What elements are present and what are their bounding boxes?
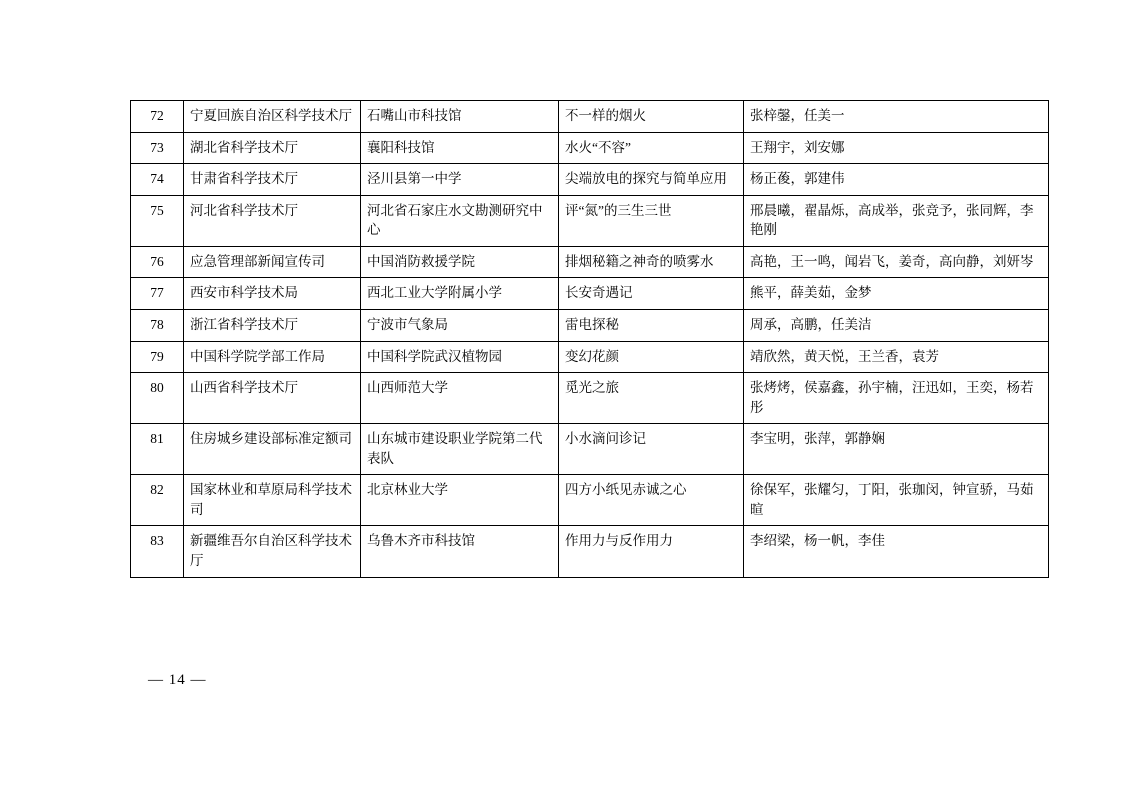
authors: 张梓鏧，任美一 <box>744 101 1049 133</box>
row-number: 72 <box>131 101 184 133</box>
table-row <box>131 309 1049 341</box>
work-title: 觅光之旅 <box>559 373 744 424</box>
recommending-department: 住房城乡建设部标准定额司 <box>184 424 361 475</box>
authors: 徐保军，张耀匀，丁阳，张珈闵，钟宣骄，马茹暄 <box>744 475 1049 526</box>
work-title: 不一样的烟火 <box>559 101 744 133</box>
awards-table-container <box>130 100 1034 578</box>
authors: 李宝明，张萍，郭静娴 <box>744 424 1049 475</box>
applicant-unit: 河北省石家庄水文勘测研究中心 <box>361 195 559 246</box>
applicant-unit: 乌鲁木齐市科技馆 <box>361 526 559 577</box>
table-row <box>131 373 1049 424</box>
authors: 张烤烤，侯嘉鑫，孙宇楠，汪迅如，王奕，杨若彤 <box>744 373 1049 424</box>
row-number: 79 <box>131 341 184 373</box>
applicant-unit: 泾川县第一中学 <box>361 164 559 196</box>
recommending-department: 国家林业和草原局科学技术司 <box>184 475 361 526</box>
work-title: 水火“不容” <box>559 132 744 164</box>
authors: 杨正葰，郭建伟 <box>744 164 1049 196</box>
table-row <box>131 341 1049 373</box>
applicant-unit: 石嘴山市科技馆 <box>361 101 559 133</box>
authors: 高艳，王一鸣，闻岩飞，姜奇，高向静，刘妍岑 <box>744 246 1049 278</box>
table-row <box>131 195 1049 246</box>
table-row <box>131 526 1049 577</box>
work-title: 作用力与反作用力 <box>559 526 744 577</box>
recommending-department: 甘肃省科学技术厅 <box>184 164 361 196</box>
applicant-unit: 山西师范大学 <box>361 373 559 424</box>
authors: 邢晨曦，翟晶烁，高成举，张竞予，张同辉，李艳刚 <box>744 195 1049 246</box>
row-number: 81 <box>131 424 184 475</box>
recommending-department: 浙江省科学技术厅 <box>184 309 361 341</box>
row-number: 74 <box>131 164 184 196</box>
applicant-unit: 襄阳科技馆 <box>361 132 559 164</box>
authors: 周承，高鹏，任美洁 <box>744 309 1049 341</box>
table-row <box>131 246 1049 278</box>
page-number: — 14 — <box>148 672 207 688</box>
recommending-department: 西安市科学技术局 <box>184 278 361 310</box>
recommending-department: 宁夏回族自治区科学技术厅 <box>184 101 361 133</box>
authors: 靖欣然，黄天悦，王兰香，袁芳 <box>744 341 1049 373</box>
table-row <box>131 132 1049 164</box>
row-number: 77 <box>131 278 184 310</box>
applicant-unit: 西北工业大学附属小学 <box>361 278 559 310</box>
row-number: 73 <box>131 132 184 164</box>
table-row <box>131 101 1049 133</box>
applicant-unit: 宁波市气象局 <box>361 309 559 341</box>
awards-table <box>130 100 1049 578</box>
recommending-department: 河北省科学技术厅 <box>184 195 361 246</box>
work-title: 长安奇遇记 <box>559 278 744 310</box>
row-number: 76 <box>131 246 184 278</box>
recommending-department: 新疆维吾尔自治区科学技术厅 <box>184 526 361 577</box>
recommending-department: 中国科学院学部工作局 <box>184 341 361 373</box>
work-title: 评“氮”的三生三世 <box>559 195 744 246</box>
authors: 王翔宇，刘安娜 <box>744 132 1049 164</box>
table-row <box>131 424 1049 475</box>
applicant-unit: 中国科学院武汉植物园 <box>361 341 559 373</box>
table-row <box>131 475 1049 526</box>
row-number: 75 <box>131 195 184 246</box>
work-title: 尖端放电的探究与简单应用 <box>559 164 744 196</box>
applicant-unit: 山东城市建设职业学院第二代表队 <box>361 424 559 475</box>
work-title: 四方小纸见赤诚之心 <box>559 475 744 526</box>
work-title: 小水滴问诊记 <box>559 424 744 475</box>
row-number: 78 <box>131 309 184 341</box>
authors: 李绍梁，杨一帆，李佳 <box>744 526 1049 577</box>
work-title: 雷电探秘 <box>559 309 744 341</box>
row-number: 82 <box>131 475 184 526</box>
recommending-department: 应急管理部新闻宣传司 <box>184 246 361 278</box>
work-title: 变幻花颜 <box>559 341 744 373</box>
applicant-unit: 北京林业大学 <box>361 475 559 526</box>
recommending-department: 湖北省科学技术厅 <box>184 132 361 164</box>
table-row <box>131 164 1049 196</box>
row-number: 83 <box>131 526 184 577</box>
work-title: 排烟秘籍之神奇的喷雾水 <box>559 246 744 278</box>
recommending-department: 山西省科学技术厅 <box>184 373 361 424</box>
applicant-unit: 中国消防救援学院 <box>361 246 559 278</box>
authors: 熊平，薛美茹，金梦 <box>744 278 1049 310</box>
table-row <box>131 278 1049 310</box>
row-number: 80 <box>131 373 184 424</box>
table-body <box>131 101 1049 578</box>
